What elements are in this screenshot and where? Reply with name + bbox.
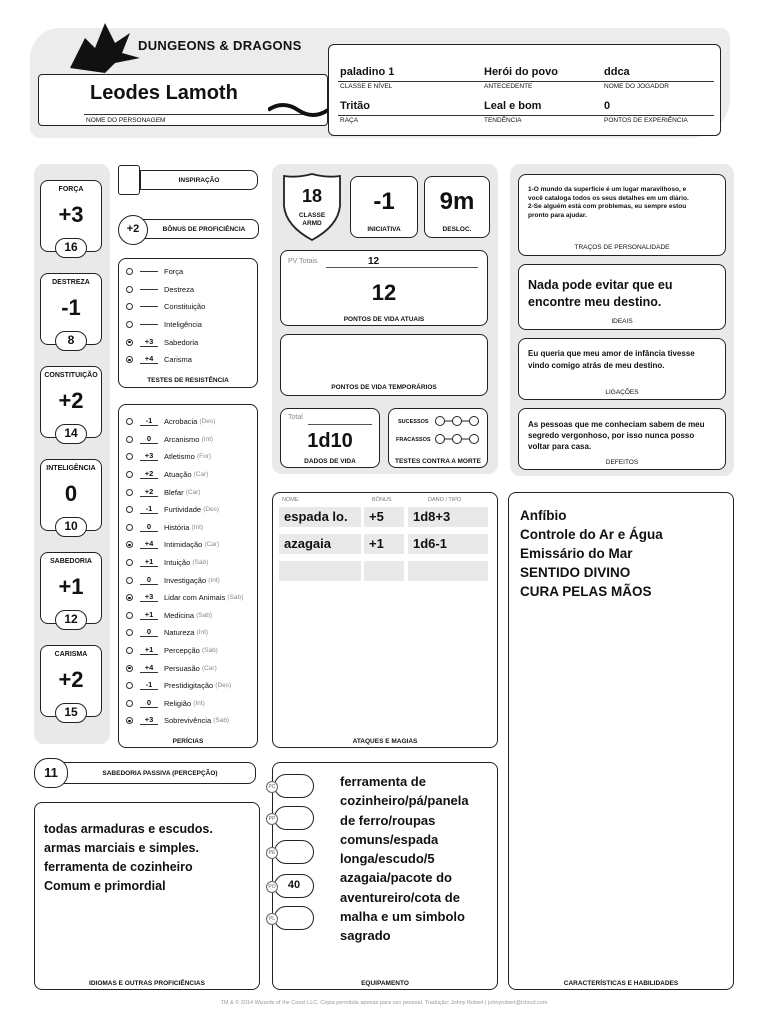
player-name[interactable]: ddca: [604, 66, 630, 78]
race[interactable]: Tritão: [340, 100, 370, 112]
traits-label: TRAÇOS DE PERSONALIDADE: [574, 244, 670, 251]
proficiency-dot[interactable]: [126, 303, 133, 310]
xp-label: PONTOS DE EXPERIÊNCIA: [604, 117, 688, 124]
equipment-title: EQUIPAMENTO: [361, 980, 409, 987]
ability-constitution[interactable]: [40, 366, 102, 450]
skills-title: PERÍCIAS: [172, 738, 204, 745]
save-intelligence[interactable]: Inteligência: [126, 316, 256, 334]
ability-name: CONSTITUIÇÃO: [44, 372, 98, 379]
coin-label: PO: [266, 881, 278, 893]
ability-score[interactable]: 15: [55, 703, 87, 723]
proficiency-dot[interactable]: [126, 471, 133, 478]
brand-title: DUNGEONS & DRAGONS: [138, 38, 302, 53]
skill-row[interactable]: +4 Intimidação (Car): [126, 536, 258, 554]
coin-value[interactable]: [274, 774, 314, 798]
race-label: RAÇA: [340, 117, 359, 124]
ability-name: DESTREZA: [52, 279, 90, 286]
equipment-text[interactable]: ferramenta de cozinheiro/pá/panela de ferro/roupas comuns/espada longa/escudo/5 azagaia/pacote do aventureiro/cota de malha e um simbolo sagrado: [340, 774, 469, 944]
proficiency-dot[interactable]: [126, 577, 133, 584]
armor-class-label: CLASSE ARMD: [298, 212, 326, 227]
hit-dice-label: DADOS DE VIDA: [304, 458, 356, 465]
save-strength[interactable]: Força: [126, 263, 256, 281]
ability-wisdom[interactable]: [40, 552, 102, 636]
ideals-text: Nada pode evitar que eu encontre meu destino.: [528, 278, 673, 309]
saving-throws-title: TESTES DE RESISTÊNCIA: [147, 377, 229, 384]
death-failures-checkboxes[interactable]: [434, 433, 480, 445]
ability-modifier: +1: [58, 574, 84, 599]
skill-row[interactable]: +3 Atletismo (For): [126, 448, 258, 466]
passive-perception-label: SABEDORIA PASSIVA (PERCEPÇÃO): [102, 770, 218, 777]
skill-row[interactable]: +2 Atuação (Car): [126, 466, 258, 484]
ability-modifier: +2: [58, 667, 84, 692]
save-constitution[interactable]: Constituição: [126, 298, 256, 316]
attacks-col-bonus: BÔNUS: [372, 497, 392, 503]
ability-score[interactable]: 16: [55, 238, 87, 258]
ability-score[interactable]: 8: [55, 331, 87, 351]
proficiency-dot[interactable]: [126, 594, 133, 601]
features-text[interactable]: Anfíbio Controle do Ar e Água Emissário do Mar SENTIDO DIVINO CURA PELAS MÃOS: [520, 508, 663, 599]
character-name-label: NOME DO PERSONAGEM: [86, 117, 166, 124]
skill-row[interactable]: +3 Lidar com Animais (Sab): [126, 589, 258, 607]
languages-title: IDIOMAS E OUTRAS PROFICIÊNCIAS: [89, 980, 205, 987]
proficiency-dot[interactable]: [126, 436, 133, 443]
ability-name: INTELIGÊNCIA: [46, 465, 96, 472]
proficiency-dot[interactable]: [126, 286, 133, 293]
features-title: CARACTERÍSTICAS E HABILIDADES: [563, 980, 679, 987]
inspiration-box[interactable]: [118, 165, 140, 195]
skill-row[interactable]: +1 Percepção (Sab): [126, 642, 258, 660]
proficiency-dot[interactable]: [126, 629, 133, 636]
ability-dexterity[interactable]: [40, 273, 102, 357]
coin-label: PP: [266, 813, 278, 825]
ability-name: FORÇA: [58, 186, 84, 193]
info-line-2: [338, 115, 714, 116]
proficiency-dot[interactable]: [126, 321, 133, 328]
serpent-ornament-icon: [268, 100, 328, 120]
proficiency-dot[interactable]: [126, 612, 133, 619]
attack-name[interactable]: espada lo.: [279, 507, 361, 527]
coin-value[interactable]: [274, 906, 314, 930]
proficiency-dot[interactable]: [126, 647, 133, 654]
character-name[interactable]: Leodes Lamoth: [90, 82, 238, 104]
skill-row[interactable]: +1 Intuição (Sab): [126, 554, 258, 572]
passive-perception-value[interactable]: 11: [34, 758, 68, 788]
proficiency-dot[interactable]: [126, 418, 133, 425]
skill-row[interactable]: 0 Religião (Int): [126, 695, 258, 713]
speed-label: DESLOC.: [442, 226, 472, 233]
skill-row[interactable]: -1 Acrobacia (Des): [126, 413, 258, 431]
class-level-label: CLASSE E NÍVEL: [340, 83, 393, 90]
traits-text: 1-O mundo da superfície é um lugar maravilhoso, e você cataloga todos os seus detalhes em um diário. 2-Se alguém está com problemas, eu sempre estou pronto para ajudar.: [528, 186, 689, 219]
coin-value[interactable]: [274, 806, 314, 830]
coin-label: PL: [266, 913, 278, 925]
attack-name[interactable]: [279, 561, 361, 581]
ability-strength[interactable]: [40, 180, 102, 264]
attack-bonus[interactable]: [364, 561, 404, 581]
skill-row[interactable]: -1 Prestidigitação (Des): [126, 677, 258, 695]
proficiency-dot[interactable]: [126, 524, 133, 531]
alignment[interactable]: Leal e bom: [484, 100, 542, 112]
attacks-col-damage: DANO / TIPO: [428, 497, 462, 503]
ability-score[interactable]: 12: [55, 610, 87, 630]
skill-row[interactable]: +2 Blefar (Car): [126, 483, 258, 501]
attacks-box: [272, 492, 498, 748]
hit-dice-total-label: Total: [288, 414, 303, 421]
attack-bonus[interactable]: +1: [364, 534, 404, 554]
proficiency-dot[interactable]: [126, 541, 133, 548]
hp-current-value: 12: [371, 280, 397, 305]
proficiency-value[interactable]: +2: [118, 215, 148, 245]
skill-row[interactable]: -1 Furtividade (Des): [126, 501, 258, 519]
attack-bonus[interactable]: +5: [364, 507, 404, 527]
armor-class-value[interactable]: 18: [301, 186, 323, 206]
ideals-label: IDEAIS: [611, 318, 633, 325]
death-successes-checkboxes[interactable]: [434, 415, 480, 427]
ability-charisma[interactable]: [40, 645, 102, 729]
hp-current-label: PONTOS DE VIDA ATUAIS: [343, 316, 425, 323]
xp[interactable]: 0: [604, 100, 611, 112]
speed-value: 9m: [439, 188, 475, 215]
death-successes-label: SUCESSOS: [398, 419, 429, 425]
proficiency-label: BÔNUS DE PROFICIÊNCIA: [162, 226, 246, 233]
skills-list: [126, 413, 258, 730]
player-name-label: NOME DO JOGADOR: [604, 83, 670, 90]
skill-row[interactable]: +3 Sobrevivência (Sab): [126, 712, 258, 730]
proficiency-dot[interactable]: [126, 339, 133, 346]
background-label: ANTECEDENTE: [484, 83, 533, 90]
ability-name: CARISMA: [54, 651, 88, 658]
ability-modifier: +3: [58, 202, 84, 227]
attacks-col-name: NOME: [282, 497, 299, 503]
skill-row[interactable]: +4 Persuasão (Car): [126, 659, 258, 677]
proficiency-dot[interactable]: [126, 453, 133, 460]
save-charisma[interactable]: +4 Carisma: [126, 351, 256, 369]
proficiency-dot[interactable]: [126, 489, 133, 496]
coin-value[interactable]: 40: [274, 874, 314, 898]
hit-dice-value: 1d10: [307, 430, 353, 452]
attack-name[interactable]: azagaia: [279, 534, 361, 554]
attack-damage[interactable]: 1d8+3: [408, 507, 488, 527]
coin-po: [266, 874, 326, 900]
ability-score[interactable]: 10: [55, 517, 87, 537]
proficiency-dot[interactable]: [126, 356, 133, 363]
attack-damage[interactable]: 1d6-1: [408, 534, 488, 554]
attack-damage[interactable]: [408, 561, 488, 581]
proficiency-dot[interactable]: [126, 559, 133, 566]
save-wisdom[interactable]: +3 Sabedoria: [126, 333, 256, 351]
bonds-text: Eu queria que meu amor de infância tivesse vindo comigo atrás de meu destino.: [528, 349, 695, 370]
footer-copyright: TM & © 2014 Wizards of the Coast LLC. Cópia permitida apenas para uso pessoal. Tradução: Johny Robert | johnyrobert@icloud.com: [220, 1000, 548, 1006]
proficiency-dot[interactable]: [126, 506, 133, 513]
ability-modifier: 0: [64, 481, 78, 506]
initiative-label: INICIATIVA: [367, 226, 401, 233]
proficiency-dot[interactable]: [126, 665, 133, 672]
death-saves-label: TESTES CONTRA A MORTE: [395, 458, 481, 465]
coin-label: PE: [266, 847, 278, 859]
skill-row[interactable]: 0 História (Int): [126, 519, 258, 537]
flaws-text: As pessoas que me conheciam sabem de meu segredo vergonhoso, por isso nunca posso voltar para casa.: [528, 420, 705, 451]
initiative-value: -1: [373, 188, 395, 215]
ability-intelligence[interactable]: [40, 459, 102, 543]
ability-name: SABEDORIA: [49, 558, 92, 565]
class-level[interactable]: paladino 1: [340, 66, 395, 78]
alignment-label: TENDÊNCIA: [484, 117, 522, 124]
flaws-label: DEFEITOS: [605, 459, 639, 466]
background[interactable]: Herói do povo: [484, 66, 558, 78]
coin-pl: [266, 906, 326, 932]
hp-temp-label: PONTOS DE VIDA TEMPORÁRIOS: [331, 384, 437, 391]
coin-pp: [266, 806, 326, 832]
death-failures-label: FRACASSOS: [396, 437, 431, 443]
skill-row[interactable]: 0 Investigação (Int): [126, 571, 258, 589]
coin-pc: [266, 774, 326, 800]
dragon-logo-icon: [60, 18, 150, 78]
ability-score[interactable]: 14: [55, 424, 87, 444]
proficiency-dot[interactable]: [126, 682, 133, 689]
coin-value[interactable]: [274, 840, 314, 864]
skill-row[interactable]: 0 Natureza (Int): [126, 624, 258, 642]
saving-throws-list: [126, 263, 256, 369]
save-dexterity[interactable]: Destreza: [126, 281, 256, 299]
hp-max-line: [326, 267, 478, 268]
coin-pe: [266, 840, 326, 866]
coin-label: PC: [266, 781, 278, 793]
proficiency-dot[interactable]: [126, 268, 133, 275]
hp-max-label: PV Totais: [288, 258, 318, 265]
attacks-title: ATAQUES E MAGIAS: [352, 738, 418, 745]
proficiency-dot[interactable]: [126, 700, 133, 707]
info-line-1: [338, 81, 714, 82]
hp-max-value[interactable]: 12: [368, 256, 380, 267]
hit-dice-total-line: [308, 424, 372, 425]
ability-modifier: +2: [58, 388, 84, 413]
inspiration-label: INSPIRAÇÃO: [178, 177, 220, 184]
shield-icon: [281, 172, 343, 242]
bonds-label: LIGAÇÕES: [605, 389, 639, 396]
skill-row[interactable]: +1 Medicina (Sab): [126, 607, 258, 625]
languages-text[interactable]: todas armaduras e escudos. armas marciais e simples. ferramenta de cozinheiro Comum e primordial: [44, 822, 213, 893]
proficiency-dot[interactable]: [126, 717, 133, 724]
ability-modifier: -1: [61, 295, 81, 320]
skill-row[interactable]: 0 Arcanismo (Int): [126, 431, 258, 449]
